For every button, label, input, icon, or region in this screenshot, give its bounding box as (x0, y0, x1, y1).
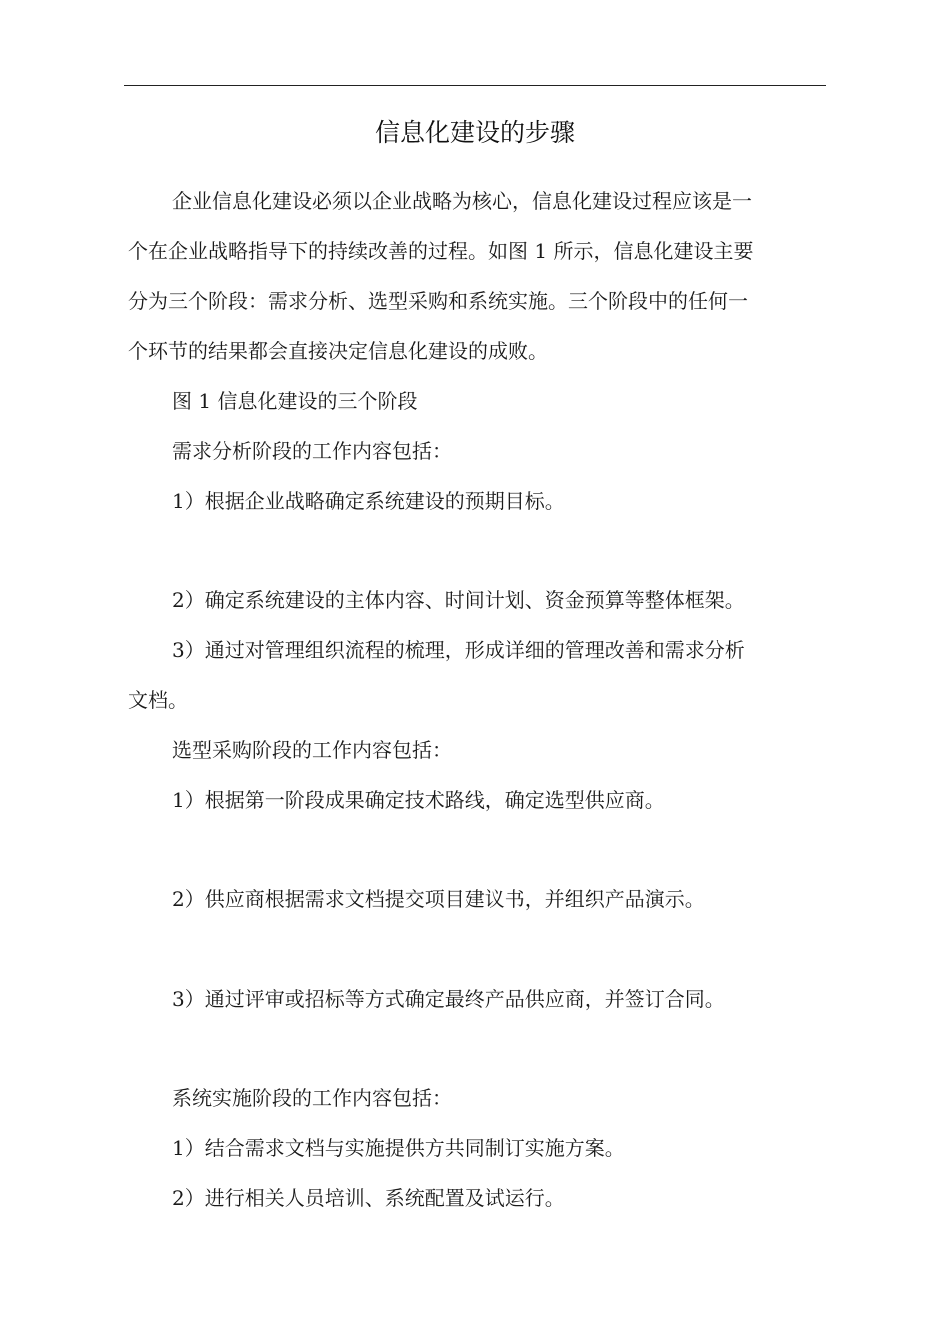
figure-caption: 图 1 信息化建设的三个阶段 (172, 389, 418, 413)
body-line: 分为三个阶段：需求分析、选型采购和系统实施。三个阶段中的任何一 (128, 289, 748, 313)
list-item: 3）通过评审或招标等方式确定最终产品供应商，并签订合同。 (172, 987, 725, 1011)
section-heading: 系统实施阶段的工作内容包括： (172, 1086, 452, 1110)
section-heading: 需求分析阶段的工作内容包括： (172, 439, 452, 463)
body-line: 个环节的结果都会直接决定信息化建设的成败。 (128, 339, 548, 363)
list-item: 2）供应商根据需求文档提交项目建议书，并组织产品演示。 (172, 887, 705, 911)
list-item-continuation: 文档。 (128, 688, 188, 712)
list-item: 1）根据第一阶段成果确定技术路线，确定选型供应商。 (172, 788, 665, 812)
header-rule (124, 85, 826, 86)
page-title: 信息化建设的步骤 (374, 118, 575, 147)
list-item: 1）结合需求文档与实施提供方共同制订实施方案。 (172, 1136, 625, 1160)
list-item: 2）确定系统建设的主体内容、时间计划、资金预算等整体框架。 (172, 588, 745, 612)
body-line: 个在企业战略指导下的持续改善的过程。如图 1 所示，信息化建设主要 (128, 239, 754, 263)
list-item: 1）根据企业战略确定系统建设的预期目标。 (172, 489, 565, 513)
list-item: 3）通过对管理组织流程的梳理，形成详细的管理改善和需求分析 (172, 638, 745, 662)
list-item: 2）进行相关人员培训、系统配置及试运行。 (172, 1186, 565, 1210)
body-line: 企业信息化建设必须以企业战略为核心，信息化建设过程应该是一 (172, 189, 752, 213)
section-heading: 选型采购阶段的工作内容包括： (172, 738, 452, 762)
